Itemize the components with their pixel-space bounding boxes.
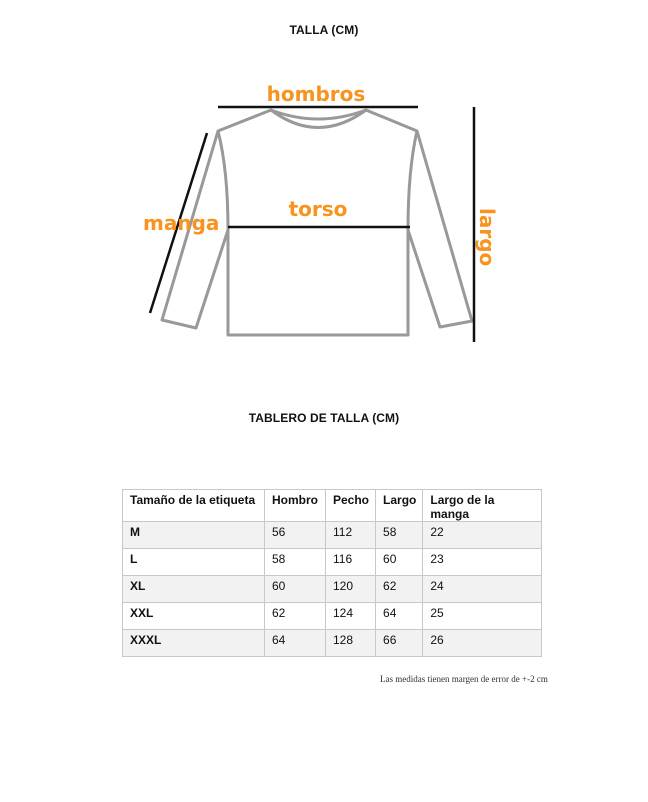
cell-chest: 116 — [326, 549, 376, 576]
cell-chest: 124 — [326, 603, 376, 630]
cell-chest: 120 — [326, 576, 376, 603]
table-row — [123, 576, 542, 603]
cell-sleeve-length: 25 — [423, 603, 542, 630]
cell-chest: 112 — [326, 522, 376, 549]
cell-length: 58 — [376, 522, 423, 549]
size-chart-title: TABLERO DE TALLA (CM) — [248, 411, 400, 425]
cell-size: XXL — [123, 603, 265, 630]
label-shoulders: hombros — [266, 82, 366, 106]
cell-shoulder: 58 — [265, 549, 326, 576]
header-chest: Pecho — [326, 490, 376, 522]
cell-sleeve-length: 22 — [423, 522, 542, 549]
cell-shoulder: 60 — [265, 576, 326, 603]
label-sleeve: manga — [143, 211, 220, 235]
cell-length: 60 — [376, 549, 423, 576]
label-torso: torso — [288, 197, 348, 221]
table-row — [123, 630, 542, 657]
header-sleeve-length: Largo de la manga — [423, 490, 542, 522]
table-row — [123, 549, 542, 576]
table-row — [123, 522, 542, 549]
cell-sleeve-length: 26 — [423, 630, 542, 657]
size-table — [122, 489, 542, 657]
cell-shoulder: 62 — [265, 603, 326, 630]
header-tag-size: Tamaño de la etiqueta — [123, 490, 265, 522]
table-row — [123, 603, 542, 630]
cell-shoulder: 64 — [265, 630, 326, 657]
label-length: largo — [475, 208, 499, 267]
garment-measurement-diagram — [130, 70, 510, 360]
cell-size: XXXL — [123, 630, 265, 657]
cell-length: 64 — [376, 603, 423, 630]
cell-length: 62 — [376, 576, 423, 603]
header-length: Largo — [376, 490, 423, 522]
cell-size: XL — [123, 576, 265, 603]
cell-shoulder: 56 — [265, 522, 326, 549]
cell-sleeve-length: 24 — [423, 576, 542, 603]
cell-sleeve-length: 23 — [423, 549, 542, 576]
cell-length: 66 — [376, 630, 423, 657]
page-title: TALLA (CM) — [289, 23, 359, 37]
cell-chest: 128 — [326, 630, 376, 657]
cell-size: M — [123, 522, 265, 549]
table-header-row — [123, 490, 542, 522]
error-margin-note: Las medidas tienen margen de error de +-2 cm — [380, 674, 548, 684]
cell-size: L — [123, 549, 265, 576]
header-shoulder: Hombro — [265, 490, 326, 522]
